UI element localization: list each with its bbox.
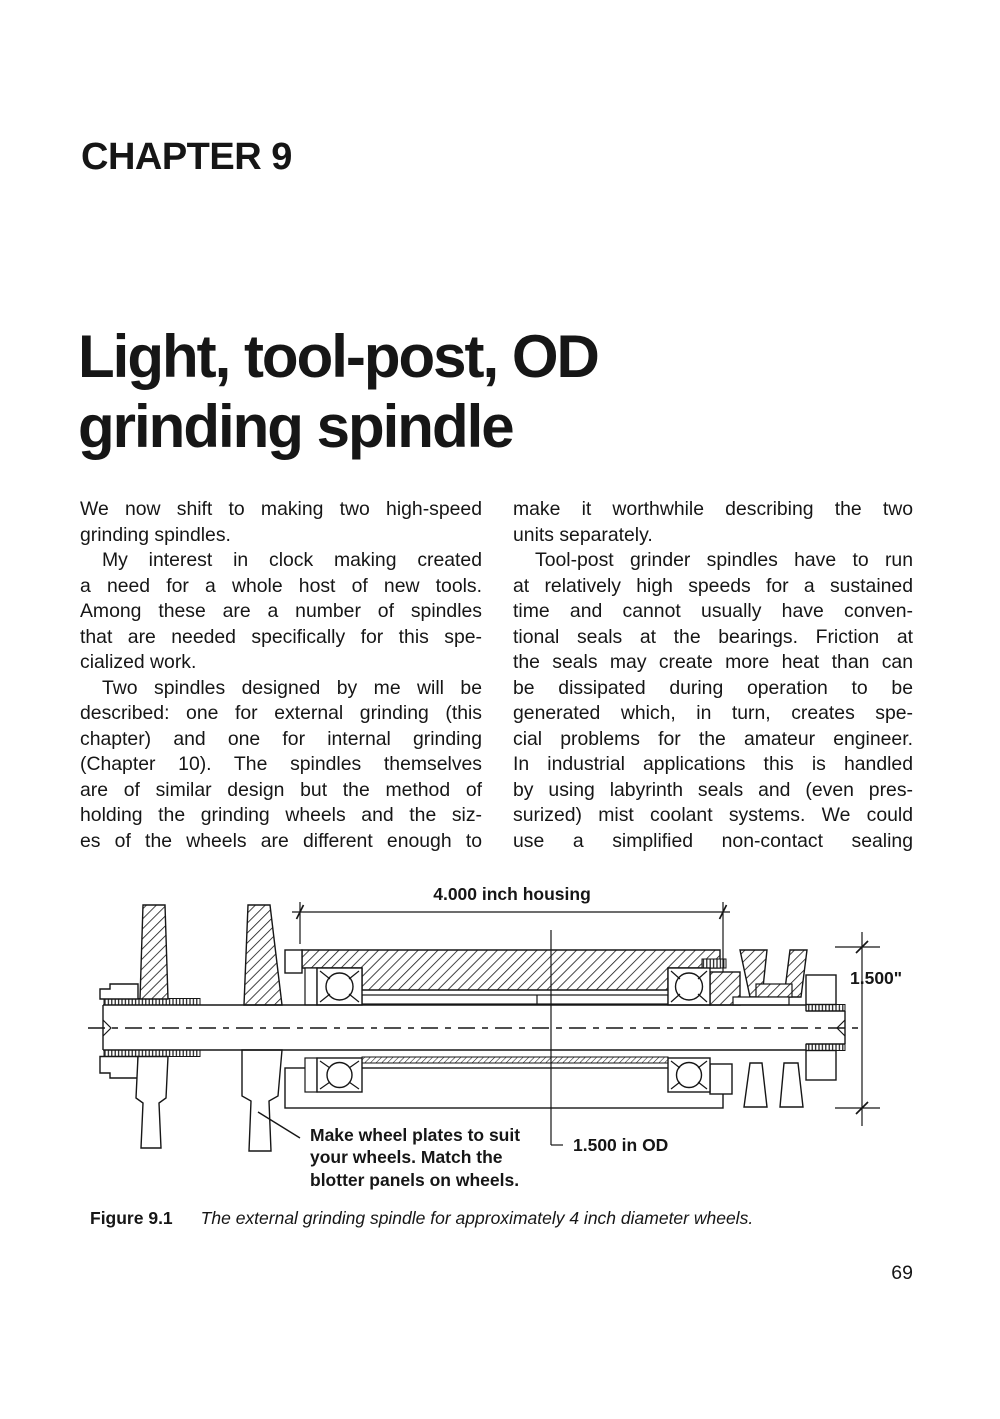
text-line: the seals may create more heat than can <box>513 651 913 673</box>
dim-label-height: 1.500" <box>850 968 903 988</box>
text-line: units separately. <box>513 523 653 546</box>
text-line: time and cannot usually have conven- <box>513 600 913 622</box>
spindle-cross-section-drawing <box>80 872 960 1202</box>
text-line: chapter) and one for internal grinding <box>80 727 482 750</box>
text-line: by using labyrinth seals and (even pres- <box>513 778 913 801</box>
text-line: grinding spindles. <box>80 523 231 546</box>
text-line: My interest in clock making created <box>102 549 482 571</box>
text-column-right <box>513 497 913 854</box>
figure-caption-text: The external grinding spindle for approximately 4 inch diameter wheels. <box>200 1208 754 1228</box>
text-column-left <box>80 497 482 854</box>
note-line: Make wheel plates to suit <box>310 1125 521 1145</box>
figure-caption-label: Figure 9.1 <box>90 1208 173 1228</box>
text-line: are of similar design but the method of <box>80 778 482 801</box>
text-line: make it worthwhile describing the two <box>513 498 913 520</box>
figure-9-1 <box>80 872 960 1202</box>
text-line: a need for a whole host of new tools. <box>80 574 482 597</box>
text-line: generated which, in turn, creates spe- <box>513 702 913 724</box>
dim-label-od: 1.500 in OD <box>573 1135 669 1155</box>
figure-caption <box>90 1208 950 1229</box>
wheel-plate-note <box>310 1125 520 1190</box>
text-line: cial problems for the amateur engineer. <box>513 727 913 750</box>
text-line: be dissipated during operation to be <box>513 676 913 699</box>
text-line: surized) mist coolant systems. We could <box>513 804 913 826</box>
chapter-heading: CHAPTER 9 <box>81 136 292 178</box>
left-clamp-nut <box>100 984 138 1078</box>
text-line: described: one for external grinding (this <box>80 702 482 724</box>
title-line-1: Light, tool-post, OD <box>78 323 598 390</box>
text-line: use a simplified non-contact sealing <box>513 829 913 852</box>
note-line: blotter panels on wheels. <box>310 1170 520 1190</box>
text-line: holding the grinding wheels and the siz- <box>80 804 482 826</box>
text-line: es of the wheels are different enough to <box>80 829 482 852</box>
page-number: 69 <box>891 1262 913 1284</box>
text-line: cialized work. <box>80 651 197 673</box>
height-dimension <box>835 932 880 1126</box>
text-line: In industrial applications this is handled <box>513 753 913 775</box>
dim-label-housing: 4.000 inch housing <box>433 884 591 904</box>
text-line: Among these are a number of spindles <box>80 600 482 622</box>
title-line-2: grinding spindle <box>78 393 513 460</box>
text-line: at relatively high speeds for a sustained <box>513 574 913 597</box>
text-line: Tool-post grinder spindles have to run <box>535 549 913 571</box>
text-line: (Chapter 10). The spindles themselves <box>80 753 482 775</box>
page-title <box>78 322 598 462</box>
text-line: Two spindles designed by me will be <box>102 676 482 699</box>
text-line: We now shift to making two high-speed <box>80 498 482 520</box>
note-line: your wheels. Match the <box>310 1147 503 1167</box>
text-line: tional seals at the bearings. Friction at <box>513 625 913 648</box>
text-line: that are needed specifically for this spe- <box>80 625 482 648</box>
